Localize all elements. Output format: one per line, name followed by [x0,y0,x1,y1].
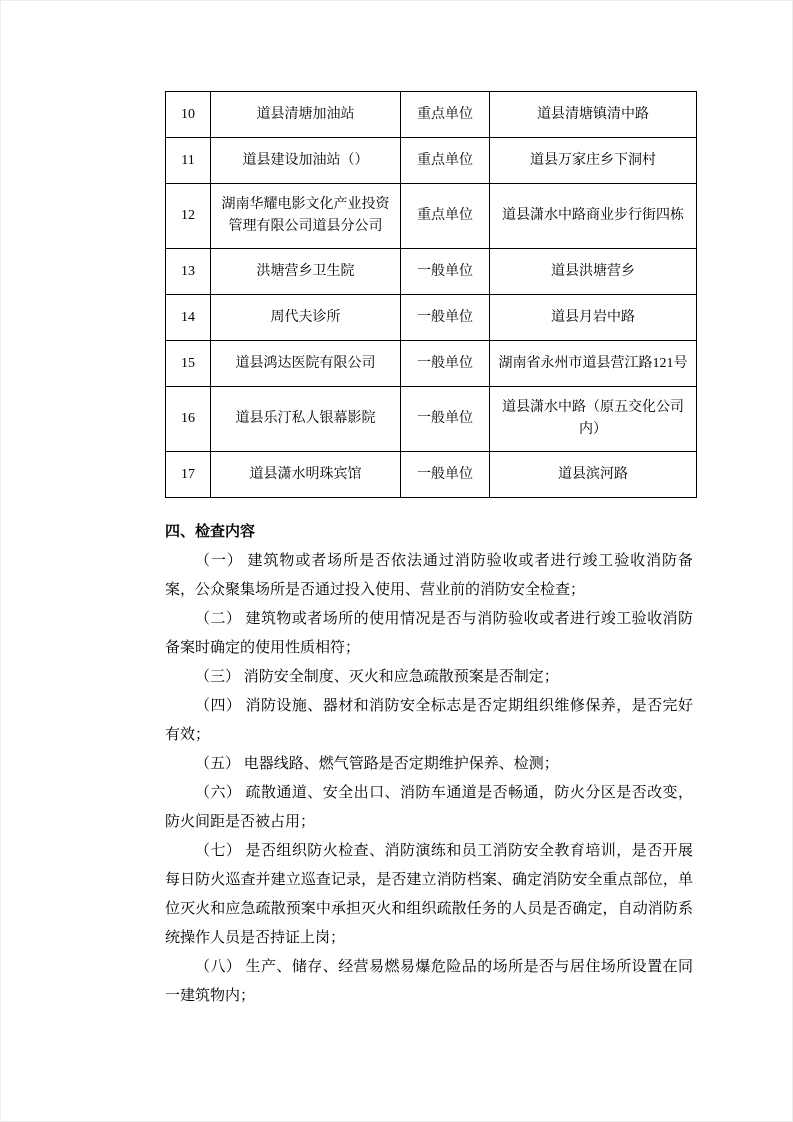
paragraph-5: （五） 电器线路、燃气管路是否定期维护保养、检测； [195,756,559,772]
cell-unit-name: 道县潇水明珠宾馆 [211,452,401,498]
cell-number: 11 [166,138,211,184]
cell-category: 一般单位 [401,452,490,498]
section-heading: 四、检查内容 [165,524,256,540]
cell-number: 13 [166,249,211,295]
cell-address: 道县清塘镇清中路 [490,92,697,138]
cell-address: 道县潇水中路商业步行街四栋 [490,184,697,249]
cell-number: 14 [166,295,211,341]
table-row [166,295,697,341]
cell-address: 道县滨河路 [490,452,697,498]
table-row [166,452,697,498]
paragraph-1: （一） 建筑物或者场所是否依法通过消防验收或者进行竣工验收消防备案，公众聚集场所是否通过投入使用、营业前的消防安全检查； [165,553,693,598]
cell-category: 一般单位 [401,249,490,295]
paragraph-8: （八） 生产、储存、经营易燃易爆危险品的场所是否与居住场所设置在同一建筑物内； [165,959,693,1004]
cell-category: 一般单位 [401,341,490,387]
table-row [166,249,697,295]
cell-unit-name: 道县建设加油站（） [211,138,401,184]
units-table [165,91,697,498]
cell-number: 10 [166,92,211,138]
inspection-content-section [165,518,693,1011]
cell-unit-name: 湖南华耀电影文化产业投资管理有限公司道县分公司 [211,184,401,249]
paragraph-4: （四） 消防设施、器材和消防安全标志是否定期组织维修保养，是否完好有效； [165,698,693,743]
cell-category: 重点单位 [401,138,490,184]
cell-category: 重点单位 [401,92,490,138]
cell-address: 道县潇水中路（原五交化公司内） [490,387,697,452]
cell-number: 15 [166,341,211,387]
paragraph-6: （六） 疏散通道、安全出口、消防车通道是否畅通，防火分区是否改变，防火间距是否被占用； [165,785,693,830]
cell-address: 道县月岩中路 [490,295,697,341]
table-row [166,341,697,387]
cell-unit-name: 道县乐汀私人银幕影院 [211,387,401,452]
table-row [166,387,697,452]
table-row [166,138,697,184]
cell-address: 道县洪塘营乡 [490,249,697,295]
cell-unit-name: 道县清塘加油站 [211,92,401,138]
cell-number: 12 [166,184,211,249]
table-row [166,184,697,249]
cell-unit-name: 洪塘营乡卫生院 [211,249,401,295]
table-row [166,92,697,138]
cell-unit-name: 道县鸿达医院有限公司 [211,341,401,387]
cell-unit-name: 周代夫诊所 [211,295,401,341]
paragraph-7: （七） 是否组织防火检查、消防演练和员工消防安全教育培训，是否开展每日防火巡查并建立巡查记录，是否建立消防档案、确定消防安全重点部位，单位灭火和应急疏散预案中承担灭火和组织疏散任务的人员是否确定，自动消防系统操作人员是否持证上岗； [165,843,693,946]
cell-number: 17 [166,452,211,498]
page-content [165,91,697,1011]
cell-category: 一般单位 [401,387,490,452]
cell-category: 重点单位 [401,184,490,249]
cell-number: 16 [166,387,211,452]
cell-category: 一般单位 [401,295,490,341]
cell-address: 湖南省永州市道县营江路121号 [490,341,697,387]
cell-address: 道县万家庄乡下洞村 [490,138,697,184]
paragraph-2: （二） 建筑物或者场所的使用情况是否与消防验收或者进行竣工验收消防备案时确定的使用性质相符； [165,611,693,656]
paragraph-3: （三） 消防安全制度、灭火和应急疏散预案是否制定； [195,669,559,685]
